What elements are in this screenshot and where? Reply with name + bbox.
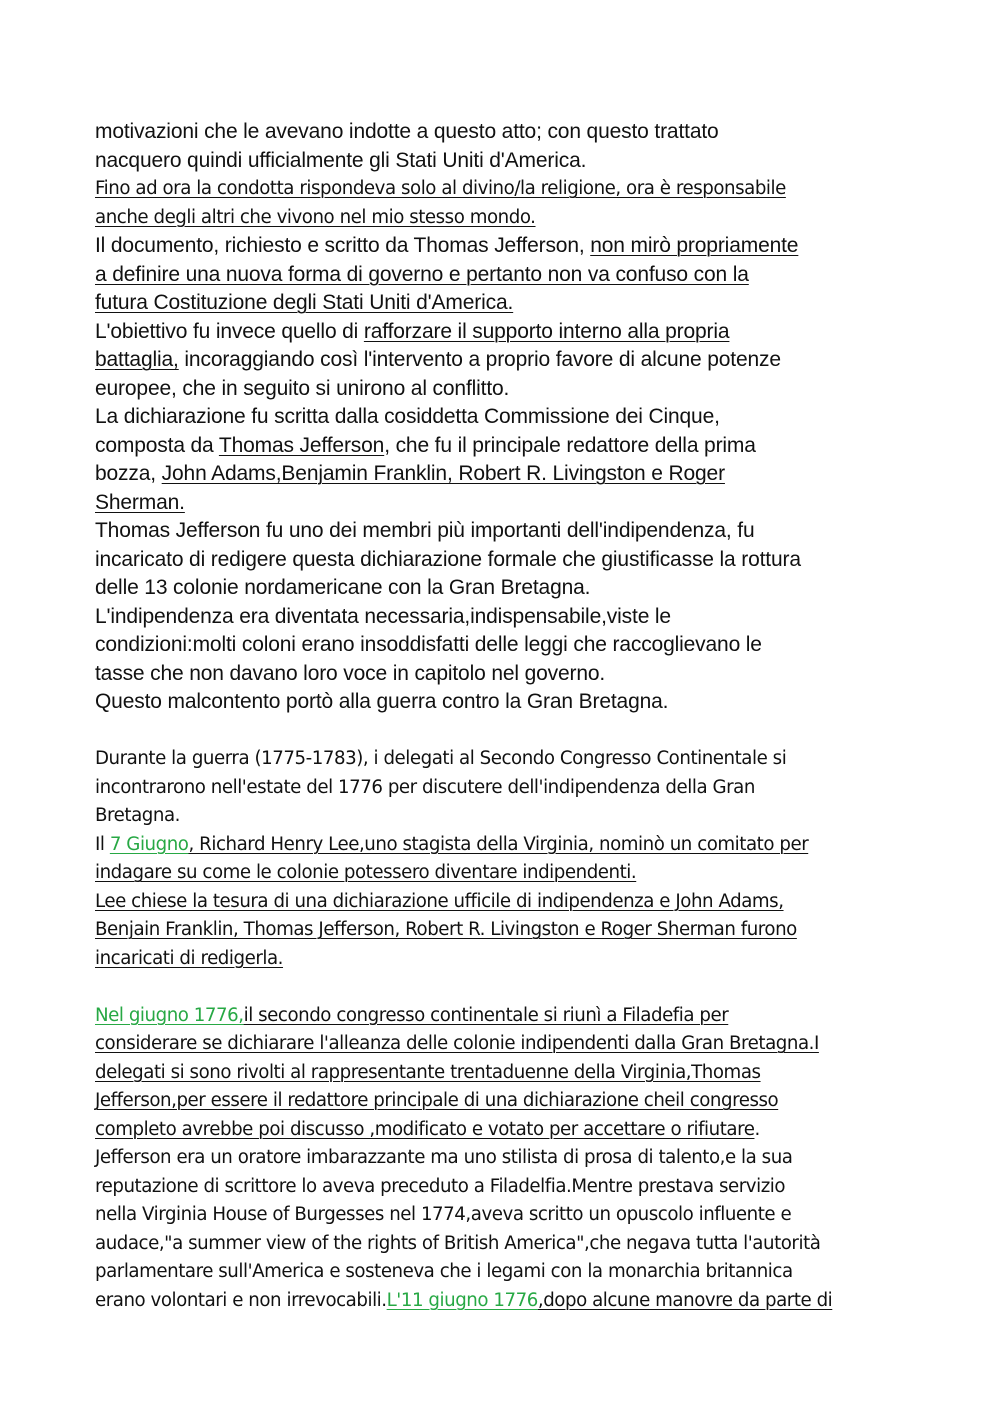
blank-line: [95, 717, 925, 746]
underlined-text: ,dopo alcune manovre da parte di: [537, 1289, 833, 1311]
text-line: incontrarono nell'estate del 1776 per discutere dell'indipendenza della Gran: [95, 776, 755, 798]
text-line: reputazione di scrittore lo aveva preceduto a Filadelfia.Mentre prestava servizio: [95, 1175, 786, 1197]
underlined-text: a definire una nuova forma di governo e pertanto non va confuso con la: [95, 262, 749, 286]
document-page: [95, 118, 925, 1315]
text-line: delle 13 colonie nordamericane con la Gran Bretagna.: [95, 576, 591, 599]
underlined-text: delegati si sono rivolti al rappresentante trentaduenne della Virginia,Thomas: [95, 1061, 761, 1083]
text-run: composta da: [95, 433, 219, 457]
paragraph-12: [95, 1002, 925, 1316]
text-line: La dichiarazione fu scritta dalla cosiddetta Commissione dei Cinque,: [95, 405, 720, 428]
underlined-text: anche degli altri che vivono nel mio stesso mondo.: [95, 206, 536, 228]
paragraph-9: [95, 745, 925, 831]
underlined-text: completo avrebbe poi discusso ,modificato e votato per accettare o rifiutare: [95, 1118, 755, 1140]
underlined-text: John Adams,Benjamin Franklin, Robert R. Livingston e Roger: [161, 462, 725, 485]
text-run: , che fu il principale redattore della prima: [384, 433, 756, 457]
text-run: erano volontari e non irrevocabili.: [95, 1289, 387, 1311]
paragraph-6: [95, 517, 925, 603]
underlined-text: , Richard Henry Lee,uno stagista della Virginia, nominò un comitato per: [188, 833, 809, 855]
paragraph-1: [95, 118, 925, 175]
underlined-text: non mirò propriamente: [590, 234, 799, 257]
paragraph-5: [95, 403, 925, 517]
text-line: europee, che in seguito si unirono al conflitto.: [95, 376, 510, 400]
blank-line: [95, 973, 925, 1002]
text-line: condizioni:molti coloni erano insoddisfatti delle leggi che raccoglievano le: [95, 633, 762, 656]
text-line: Questo malcontento portò alla guerra contro la Gran Bretagna.: [95, 690, 669, 713]
paragraph-11: [95, 888, 925, 974]
text-run: L'obiettivo fu invece quello di: [95, 319, 364, 343]
paragraph-3: [95, 232, 925, 318]
paragraph-4: [95, 318, 925, 404]
text-line: nella Virginia House of Burgesses nel 1774,aveva scritto un opuscolo influente e: [95, 1204, 792, 1225]
paragraph-2: [95, 175, 925, 232]
underlined-text: Sherman.: [95, 490, 185, 514]
underlined-text: Lee chiese la tesura di una dichiarazione ufficile di indipendenza e John Adams,: [95, 890, 784, 912]
text-run: Il documento, richiesto e scritto da Thomas Jefferson,: [95, 234, 591, 257]
underlined-text: Fino ad ora la condotta rispondeva solo al divino/la religione, ora è responsabile: [95, 178, 786, 199]
text-run: incoraggiando così l'intervento a proprio favore di alcune potenze: [178, 348, 781, 371]
underlined-text: futura Costituzione degli Stati Uniti d'America.: [95, 291, 514, 314]
date-link[interactable]: 7 Giugno: [109, 833, 189, 855]
text-line: incaricato di redigere questa dichiarazione formale che giustificasse la rottura: [95, 547, 801, 571]
text-line: tasse che non davano loro voce in capitolo nel governo.: [95, 661, 606, 685]
text-line: L'indipendenza era diventata necessaria,indispensabile,viste le: [95, 604, 671, 628]
underlined-text: Benjain Franklin, Thomas Jefferson, Robert R. Livingston e Roger Sherman furono: [95, 919, 797, 940]
paragraph-7: [95, 603, 925, 689]
underlined-text: considerare se dichiarare l'alleanza delle colonie indipendenti dalla Gran Bretagna.I: [95, 1033, 819, 1054]
date-link[interactable]: Nel giugno 1776,: [95, 1004, 244, 1026]
underlined-text: incaricati di redigerla.: [95, 947, 284, 969]
text-line: nacquero quindi ufficialmente gli Stati Uniti d'America.: [95, 148, 587, 172]
date-link[interactable]: L'11 giugno 1776: [386, 1289, 538, 1311]
text-line: Bretagna.: [95, 805, 180, 826]
text-line: motivazioni che le avevano indotte a questo atto; con questo trattato: [95, 120, 719, 143]
text-line: Durante la guerra (1775-1783), i delegati al Secondo Congresso Continentale si: [95, 748, 787, 769]
underlined-text: il secondo congresso continentale si riunì a Filadefia per: [243, 1004, 729, 1026]
text-run: Il: [95, 833, 110, 855]
text-line: parlamentare sull'America e sosteneva che i legami con la monarchia britannica: [95, 1261, 793, 1282]
underlined-text: Jefferson,per essere il redattore principale di una dichiarazione cheil congresso: [95, 1090, 779, 1111]
underlined-text: indagare su come le colonie potessero diventare indipendenti.: [95, 862, 637, 883]
text-run: .: [754, 1118, 760, 1140]
underlined-text: battaglia,: [95, 348, 179, 371]
text-run: bozza,: [95, 462, 162, 485]
paragraph-8: [95, 688, 925, 717]
underlined-text: Thomas Jefferson: [218, 433, 385, 457]
underlined-text: rafforzare il supporto interno alla propria: [363, 319, 730, 343]
text-line: Thomas Jefferson fu uno dei membri più importanti dell'indipendenza, fu: [95, 519, 755, 542]
text-line: audace,"a summer view of the rights of British America",che negava tutta l'autorità: [95, 1232, 821, 1254]
paragraph-10: [95, 831, 925, 888]
text-line: Jefferson era un oratore imbarazzante ma uno stilista di prosa di talento,e la sua: [95, 1147, 793, 1168]
